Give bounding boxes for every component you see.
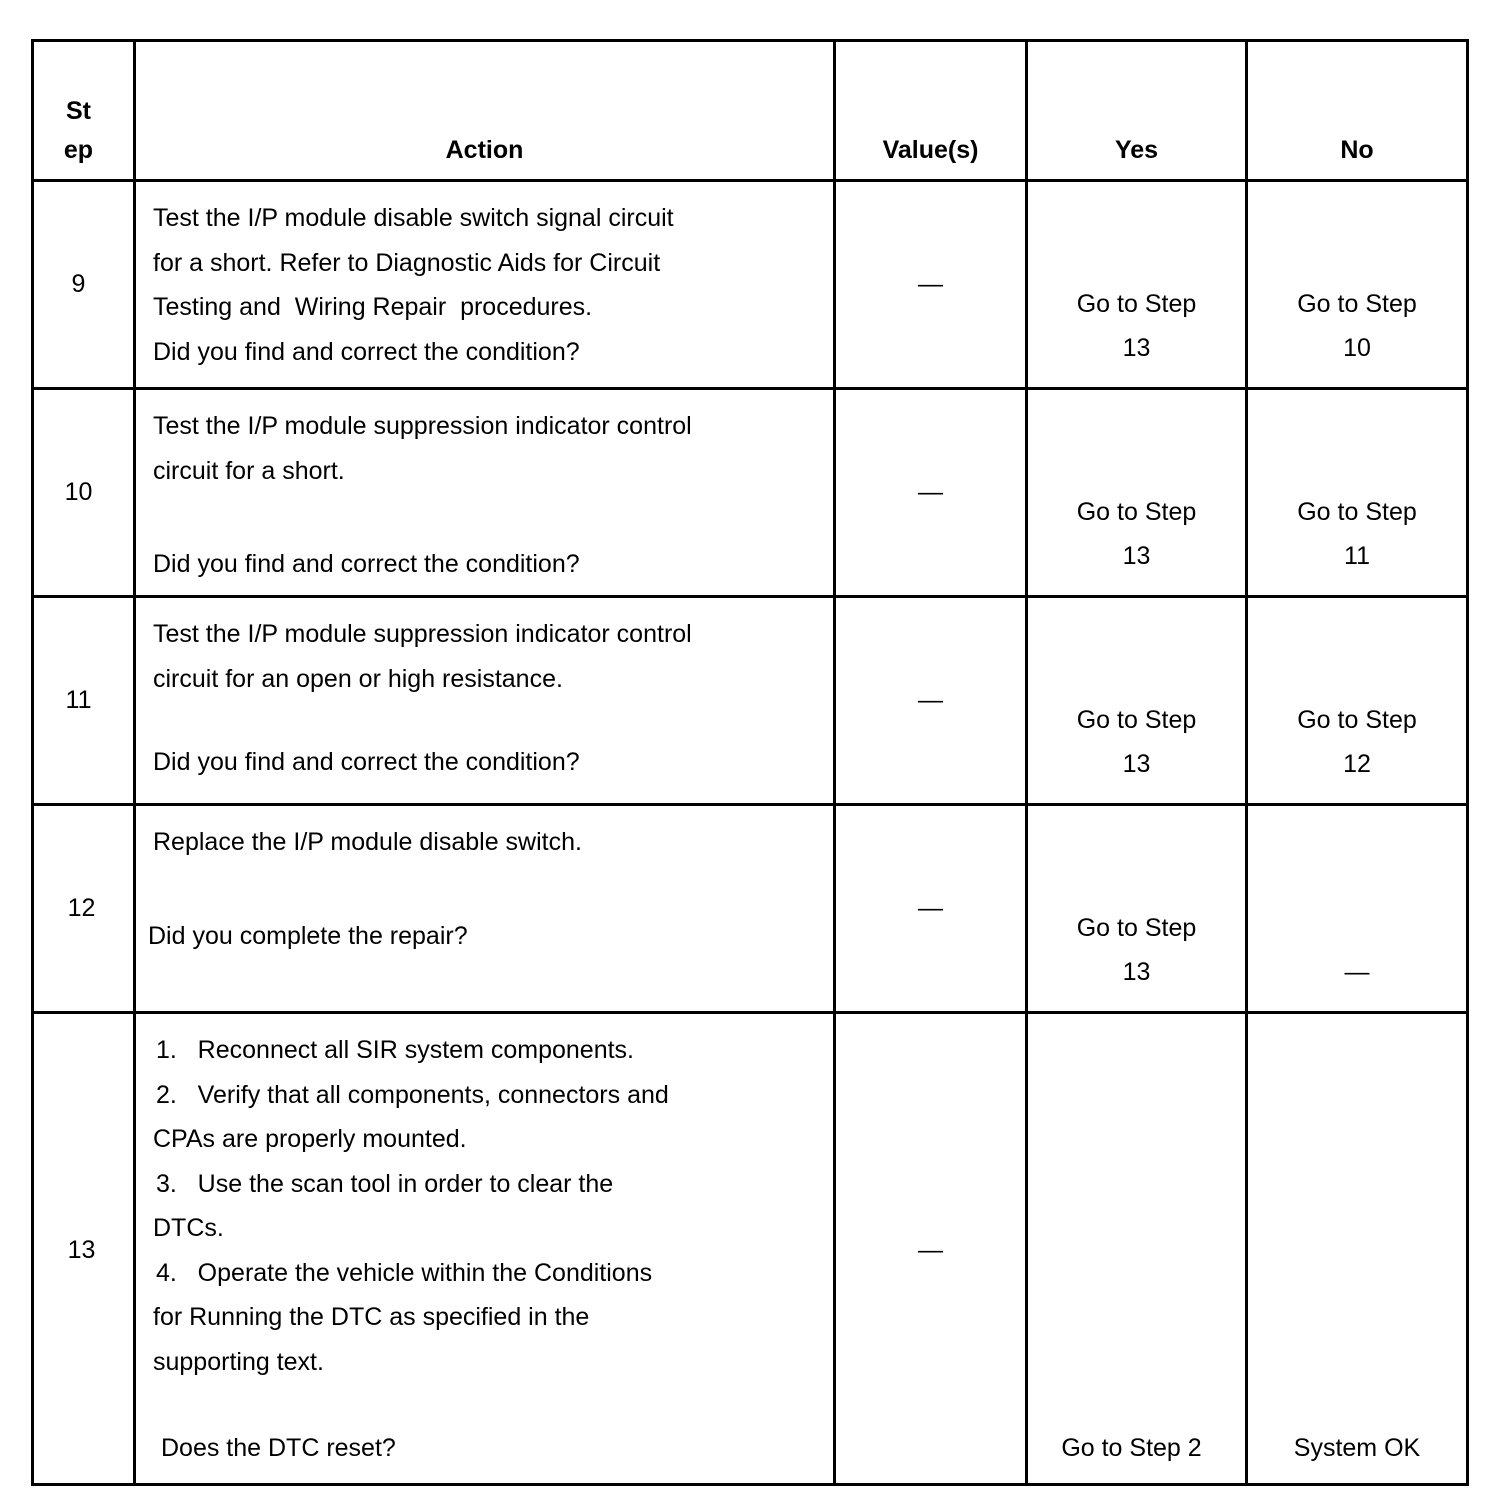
no-line: Go to Step	[1297, 706, 1417, 734]
action-line: Did you find and correct the condition?	[153, 549, 580, 578]
value-dash: —	[918, 894, 943, 922]
header-values: Value(s)	[835, 41, 1027, 181]
action-line: DTCs.	[153, 1214, 224, 1242]
action-cell	[135, 805, 835, 1013]
no-cell	[1247, 181, 1468, 389]
header-row	[33, 41, 1468, 181]
yes-cell	[1027, 181, 1247, 389]
no-cell	[1247, 1013, 1468, 1485]
action-line: 1. Reconnect all SIR system components.	[156, 1036, 634, 1064]
value-cell	[835, 389, 1027, 597]
action-line: Test the I/P module disable switch signal circuit	[153, 204, 674, 232]
no-line: —	[1344, 958, 1370, 986]
step-number: 10	[33, 389, 135, 597]
step-number: 12	[33, 805, 135, 1013]
value-cell	[835, 597, 1027, 805]
table-row	[33, 805, 1468, 1013]
no-line: Go to Step	[1297, 498, 1417, 526]
action-line: Does the DTC reset?	[161, 1434, 396, 1462]
no-cell	[1247, 389, 1468, 597]
value-dash: —	[918, 1236, 943, 1264]
yes-line: Go to Step 2	[1061, 1434, 1202, 1462]
action-line: Did you find and correct the condition?	[153, 337, 580, 366]
yes-cell	[1027, 805, 1247, 1013]
action-line: Testing and Wiring Repair procedures.	[153, 293, 593, 321]
action-line: Test the I/P module suppression indicator control	[153, 412, 692, 440]
diagnostic-table	[31, 39, 1469, 1486]
yes-line: Go to Step	[1076, 706, 1197, 734]
step-number: 13	[33, 1013, 135, 1485]
header-step-line1: St	[66, 97, 91, 125]
yes-line: 13	[1122, 542, 1151, 570]
yes-cell	[1027, 597, 1247, 805]
header-action: Action	[135, 41, 835, 181]
header-yes: Yes	[1027, 41, 1247, 181]
action-line: Test the I/P module suppression indicator control	[153, 620, 692, 648]
action-line: Did you find and correct the condition?	[153, 748, 580, 776]
yes-line: 13	[1122, 958, 1151, 986]
value-cell	[835, 181, 1027, 389]
yes-line: Go to Step	[1076, 498, 1197, 526]
action-cell	[135, 181, 835, 389]
table-row	[33, 389, 1468, 597]
action-line: 3. Use the scan tool in order to clear the	[156, 1169, 614, 1198]
action-line: 2. Verify that all components, connectors and	[156, 1080, 669, 1109]
yes-line: Go to Step	[1076, 290, 1197, 318]
action-cell	[135, 1013, 835, 1485]
action-line: circuit for a short.	[153, 456, 345, 485]
table-row	[33, 1013, 1468, 1485]
action-line: Replace the I/P module disable switch.	[153, 828, 582, 856]
action-line: 4. Operate the vehicle within the Conditions	[156, 1258, 653, 1287]
header-step	[33, 41, 135, 181]
header-step-line2: ep	[63, 136, 94, 164]
no-line: 11	[1344, 542, 1370, 570]
action-cell	[135, 389, 835, 597]
yes-cell	[1027, 389, 1247, 597]
yes-line: Go to Step	[1076, 914, 1197, 942]
action-line: supporting text.	[153, 1347, 324, 1376]
action-line: circuit for an open or high resistance.	[153, 664, 563, 693]
no-cell	[1247, 805, 1468, 1013]
step-number: 9	[33, 181, 135, 389]
header-no: No	[1247, 41, 1468, 181]
value-cell	[835, 1013, 1027, 1485]
table-row	[33, 597, 1468, 805]
yes-line: 13	[1122, 750, 1151, 778]
no-line: 10	[1343, 334, 1371, 362]
value-dash: —	[918, 686, 943, 714]
step-number: 11	[33, 597, 135, 805]
no-line: System OK	[1293, 1434, 1421, 1462]
no-line: 12	[1343, 750, 1371, 778]
action-cell	[135, 597, 835, 805]
value-cell	[835, 805, 1027, 1013]
action-line: for Running the DTC as specified in the	[153, 1303, 590, 1331]
no-line: Go to Step	[1297, 290, 1417, 318]
value-dash: —	[918, 270, 943, 298]
value-dash: —	[918, 478, 943, 506]
table-row	[33, 181, 1468, 389]
no-cell	[1247, 597, 1468, 805]
action-line: for a short. Refer to Diagnostic Aids for Circuit	[153, 248, 661, 277]
yes-line: 13	[1122, 334, 1151, 362]
action-line: Did you complete the repair?	[148, 921, 468, 950]
yes-cell	[1027, 1013, 1247, 1485]
action-line: CPAs are properly mounted.	[153, 1125, 467, 1153]
